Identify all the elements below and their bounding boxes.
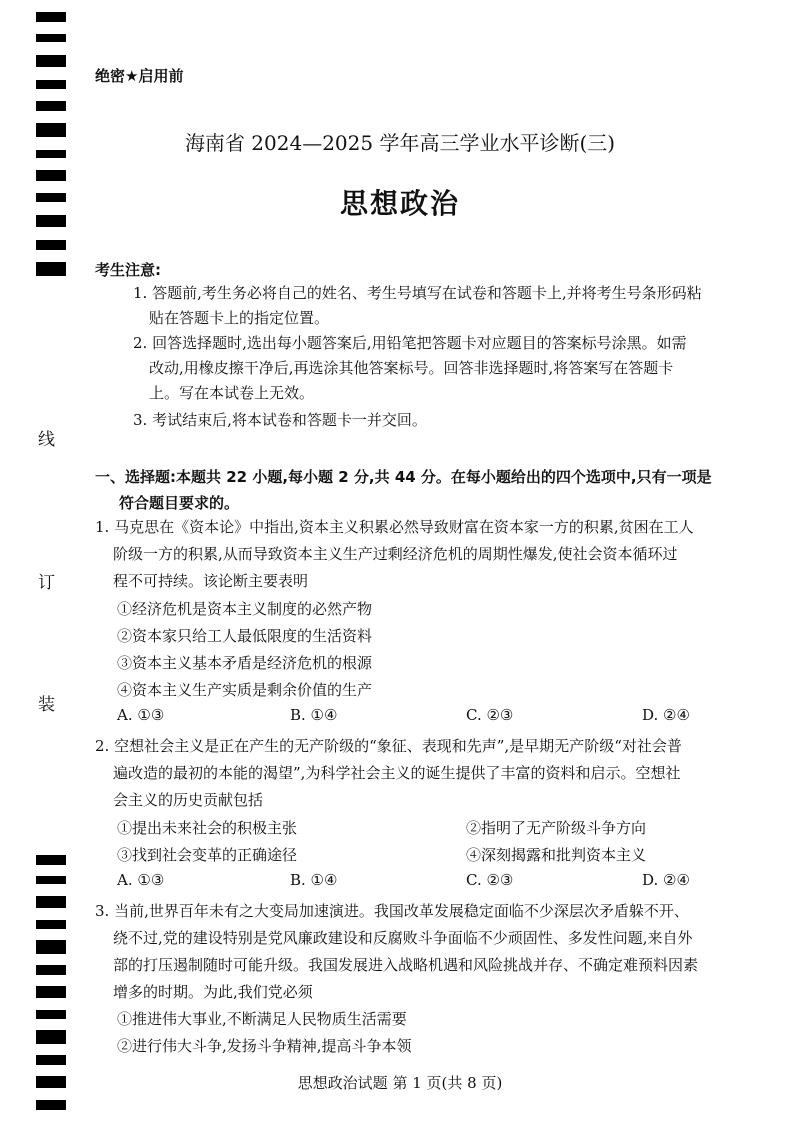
binding-label-xian: 线 — [38, 430, 55, 450]
barcode-bar — [36, 1030, 66, 1044]
barcode-bar — [36, 55, 66, 67]
question-line: 绕不过,党的建设特别是党风廉政建设和反腐败斗争面临不少顽固性、多发性问题,来自外 — [113, 929, 693, 947]
barcode-bar — [36, 34, 66, 42]
binding-barcode — [36, 0, 66, 1131]
choice-a: A. ①③ — [117, 706, 165, 724]
choice-a: A. ①③ — [117, 871, 165, 889]
section-text: 一、选择题:本题共 22 小题,每小题 2 分,共 44 分。在每小题给出的四个选项中,只有一项是 — [95, 468, 712, 486]
question-3-stem — [95, 898, 785, 1006]
notice-text: 改动,用橡皮擦干净后,再选涂其他答案标号。回答非选择题时,将答案写在答题卡 — [149, 359, 674, 377]
statement: ②进行伟大斗争,发扬斗争精神,提高斗争本领 — [117, 1037, 412, 1055]
barcode-bar — [36, 940, 66, 954]
notice-text: 3. 考试结束后,将本试卷和答题卡一并交回。 — [133, 411, 427, 429]
subject-title: 思想政治 — [339, 187, 460, 220]
question-line: 1. 马克思在《资本论》中指出,资本主义积累必然导致财富在资本家一方的积累,贫困在工人 — [95, 518, 694, 536]
question-line: 遍改造的最初的本能的渴望”,为科学社会主义的诞生提供了丰富的资料和启示。空想社 — [113, 764, 681, 782]
section-text: 符合题目要求的。 — [119, 494, 240, 512]
barcode-bar — [36, 101, 66, 111]
statement: ③找到社会变革的正确途径 — [117, 846, 298, 864]
question-line: 2. 空想社会主义是正在产生的无产阶级的“象征、表现和先声”,是早期无产阶级“对社会普 — [95, 737, 682, 755]
question-1-stem — [95, 514, 785, 595]
statement: ④深刻揭露和批判资本主义 — [466, 846, 647, 864]
barcode-bar — [36, 896, 66, 908]
choice-d: D. ②④ — [642, 871, 690, 889]
statement: ②指明了无产阶级斗争方向 — [466, 819, 647, 837]
section-heading — [95, 464, 775, 516]
choice-b: B. ①④ — [290, 871, 338, 889]
question-line: 程不可持续。该论断主要表明 — [113, 572, 309, 590]
statement: ①提出未来社会的积极主张 — [117, 819, 298, 837]
barcode-bar — [36, 920, 66, 929]
statement: ③资本主义基本矛盾是经济危机的根源 — [117, 654, 373, 672]
notice-item — [133, 331, 773, 406]
choice-c: C. ②③ — [466, 706, 514, 724]
notice-text: 上。写在本试卷上无效。 — [149, 384, 315, 402]
barcode-bar — [36, 876, 66, 884]
barcode-bar — [36, 1010, 66, 1019]
notice-text: 1. 答题前,考生务必将自己的姓名、考生号填写在试卷和答题卡上,并将考生号条形码粘 — [133, 284, 702, 302]
question-line: 增多的时期。为此,我们党必须 — [113, 983, 313, 1001]
barcode-bar — [36, 170, 66, 181]
barcode-bar — [36, 12, 66, 22]
barcode-bar — [36, 1055, 66, 1065]
question-line: 阶级一方的积累,从而导致资本主义生产过剩经济危机的周期性爆发,使社会资本循环过 — [113, 545, 678, 563]
barcode-bar — [36, 965, 66, 975]
binding-label-ding: 订 — [38, 573, 55, 593]
confidential-label: 绝密★启用前 — [95, 67, 184, 85]
notice-heading: 考生注意: — [95, 261, 161, 279]
question-line: 会主义的历史贡献包括 — [113, 791, 264, 809]
notice-text: 2. 回答选择题时,选出每小题答案后,用铅笔把答题卡对应题目的答案标号涂黑。如需 — [133, 334, 687, 352]
statement: ②资本家只给工人最低限度的生活资料 — [117, 627, 373, 645]
exam-title: 海南省 2024—2025 学年高三学业水平诊断(三) — [184, 131, 616, 155]
binding-label-zhuang: 装 — [38, 695, 55, 715]
question-2-stem — [95, 733, 785, 814]
barcode-bar — [36, 855, 66, 865]
barcode-bar — [36, 262, 66, 276]
statement: ④资本主义生产实质是剩余价值的生产 — [117, 681, 373, 699]
choice-c: C. ②③ — [466, 871, 514, 889]
barcode-bar — [36, 80, 66, 89]
barcode-bar — [36, 240, 66, 250]
statement: ①推进伟大事业,不断满足人民物质生活需要 — [117, 1010, 407, 1028]
choice-b: B. ①④ — [290, 706, 338, 724]
barcode-bar — [36, 986, 66, 998]
question-line: 3. 当前,世界百年未有之大变局加速演进。我国改革发展稳定面临不少深层次矛盾躲不开、 — [95, 902, 689, 920]
notice-item — [133, 408, 773, 433]
notice-item — [133, 281, 773, 331]
statement: ①经济危机是资本主义制度的必然产物 — [117, 600, 373, 618]
page-footer: 思想政治试题 第 1 页(共 8 页) — [297, 1074, 503, 1092]
choice-d: D. ②④ — [642, 706, 690, 724]
barcode-bar — [36, 1100, 66, 1110]
question-line: 部的打压遏制随时可能升级。我国发展进入战略机遇和风险挑战并存、不确定难预料因素 — [113, 956, 699, 974]
notice-text: 贴在答题卡上的指定位置。 — [149, 309, 330, 327]
